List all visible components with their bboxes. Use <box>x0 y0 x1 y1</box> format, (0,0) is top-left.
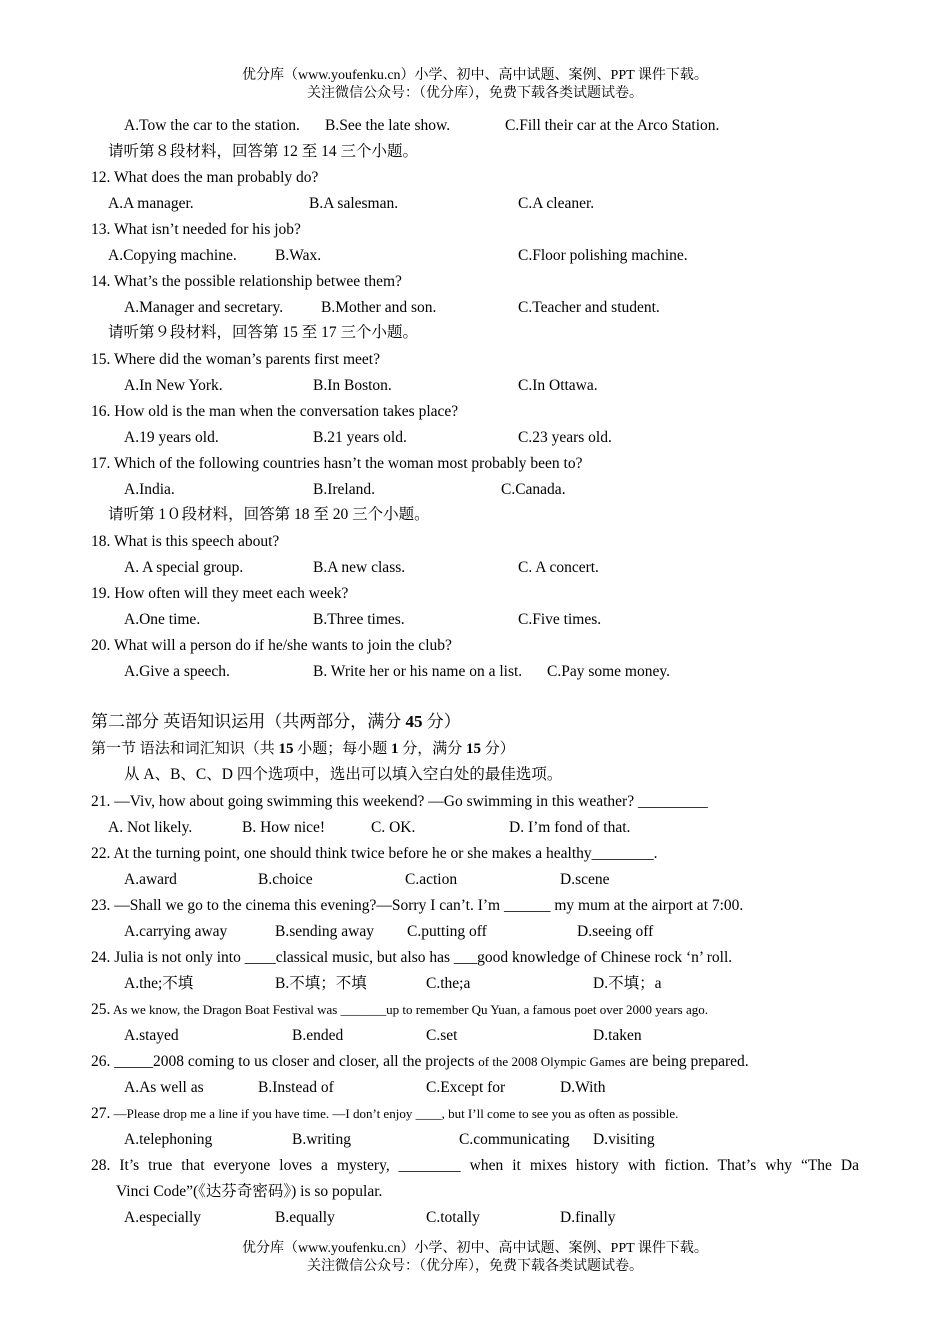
q20-option-c: C.Pay some money. <box>547 663 670 680</box>
q13-option-b: B.Wax. <box>275 247 322 264</box>
q23-option-c: C.putting off <box>407 923 487 940</box>
q11-option-a: A.Tow the car to the station. <box>124 117 300 134</box>
q12-stem: 12. What does the man probably do? <box>91 169 319 186</box>
q24-option-b: B.不填；不填 <box>275 975 367 992</box>
q25-option-b: B.ended <box>292 1027 344 1044</box>
q27-option-d: D.visiting <box>593 1131 655 1148</box>
q21-stem: 21. —Viv, how about going swimming this weekend? —Go swimming in this weather? _________ <box>91 793 708 810</box>
q22-stem: 22. At the turning point, one should think twice before he or she makes a healthy________. <box>91 845 658 862</box>
q15-option-a: A.In New York. <box>124 377 223 394</box>
footer-line-1: 优分库（www.youfenku.cn）小学、初中、高中试题、案例、PPT 课件下载。 <box>242 1241 708 1256</box>
q16-option-a: A.19 years old. <box>124 429 219 446</box>
q17-option-c: C.Canada. <box>501 481 566 498</box>
q26-option-a: A.As well as <box>124 1079 204 1096</box>
q13-option-a: A.Copying machine. <box>108 247 237 264</box>
q11-option-c: C.Fill their car at the Arco Station. <box>505 117 720 134</box>
q21-option-c: C. OK. <box>371 819 416 836</box>
q19-option-a: A.One time. <box>124 611 201 628</box>
q21-option-d: D. I’m fond of that. <box>509 819 631 836</box>
q12-option-c: C.A cleaner. <box>518 195 595 212</box>
q17-option-b: B.Ireland. <box>313 481 375 498</box>
q14-stem: 14. What’s the possible relationship betwee them? <box>91 273 402 290</box>
instruction-passage-9: 请听第９段材料，回答第 15 至 17 三个小题。 <box>108 324 419 341</box>
q23-option-b: B.sending away <box>275 923 375 940</box>
q16-option-c: C.23 years old. <box>518 429 612 446</box>
q18-option-a: A. A special group. <box>124 559 244 576</box>
q23-option-d: D.seeing off <box>577 923 654 940</box>
footer-line-2: 关注微信公众号：（优分库），免费下载各类试题试卷。 <box>307 1259 643 1274</box>
q15-option-b: B.In Boston. <box>313 377 392 394</box>
q24-option-c: C.the;a <box>426 975 471 992</box>
q12-option-a: A.A manager. <box>108 195 194 212</box>
q15-stem: 15. Where did the woman’s parents first meet? <box>91 351 380 368</box>
q24-option-d: D.不填；a <box>593 975 662 992</box>
q22-option-a: A.award <box>124 871 177 888</box>
q24-option-a: A.the;不填 <box>124 975 194 992</box>
q13-stem: 13. What isn’t needed for his job? <box>91 221 301 238</box>
q28-option-c: C.totally <box>426 1209 480 1226</box>
q26-option-b: B.Instead of <box>258 1079 334 1096</box>
section-one-instruction: 从 A、B、C、D 四个选项中，选出可以填入空白处的最佳选项。 <box>124 766 563 783</box>
q15-option-c: C.In Ottawa. <box>518 377 598 394</box>
q21-option-b: B. How nice! <box>242 819 326 836</box>
q17-stem: 17. Which of the following countries hasn’t the woman most probably been to? <box>91 455 583 472</box>
q27-option-b: B.writing <box>292 1131 351 1148</box>
q16-option-b: B.21 years old. <box>313 429 407 446</box>
q28-option-d: D.finally <box>560 1209 616 1226</box>
q20-option-a: A.Give a speech. <box>124 663 230 680</box>
q19-option-c: C.Five times. <box>518 611 602 628</box>
q21-option-a: A. Not likely. <box>108 819 193 836</box>
part-two-heading: 第二部分 英语知识运用（共两部分，满分 45 分） <box>91 712 461 731</box>
header-line-2: 关注微信公众号：（优分库），免费下载各类试题试卷。 <box>307 86 643 101</box>
q27-stem: 27. —Please drop me a line if you have time. —I don’t enjoy ____, but I’ll come to see you as often as possible. <box>91 1105 679 1122</box>
q14-option-c: C.Teacher and student. <box>518 299 660 316</box>
q26-stem: 26. _____2008 coming to us closer and closer, all the projects of the 2008 Olympic Games are being prepared. <box>91 1053 749 1070</box>
q18-stem: 18. What is this speech about? <box>91 533 280 550</box>
instruction-passage-8: 请听第８段材料，回答第 12 至 14 三个小题。 <box>108 143 419 160</box>
q13-option-c: C.Floor polishing machine. <box>518 247 688 264</box>
q27-option-c: C.communicating <box>459 1131 570 1148</box>
q26-option-c: C.Except for <box>426 1079 506 1096</box>
q25-stem: 25. As we know, the Dragon Boat Festival was _______up to remember Qu Yuan, a famous poet over 2000 years ago. <box>91 1001 709 1018</box>
q28-stem-line-2: Vinci Code”(《达芬奇密码》) is so popular. <box>116 1183 383 1200</box>
q20-option-b: B. Write her or his name on a list. <box>313 663 523 680</box>
q16-stem: 16. How old is the man when the conversation takes place? <box>91 403 459 420</box>
q22-option-d: D.scene <box>560 871 610 888</box>
q25-option-c: C.set <box>426 1027 458 1044</box>
q12-option-b: B.A salesman. <box>309 195 399 212</box>
q28-option-b: B.equally <box>275 1209 335 1226</box>
section-one-heading: 第一节 语法和词汇知识（共 15 小题；每小题 1 分，满分 15 分） <box>91 741 515 757</box>
q20-stem: 20. What will a person do if he/she wants to join the club? <box>91 637 452 654</box>
q19-stem: 19. How often will they meet each week? <box>91 585 349 602</box>
q28-option-a: A.especially <box>124 1209 202 1226</box>
q19-option-b: B.Three times. <box>313 611 405 628</box>
q22-option-b: B.choice <box>258 871 313 888</box>
q11-option-b: B.See the late show. <box>325 117 451 134</box>
q28-stem-line-1: 28. It’s true that everyone loves a mystery, ________ when it mixes history with fiction. That’s why “The Da <box>91 1157 859 1174</box>
q23-stem: 23. —Shall we go to the cinema this evening?—Sorry I can’t. I’m ______ my mum at the airport at 7:00. <box>91 897 744 914</box>
q27-option-a: A.telephoning <box>124 1131 213 1148</box>
q25-option-a: A.stayed <box>124 1027 179 1044</box>
q23-option-a: A.carrying away <box>124 923 228 940</box>
q18-option-c: C. A concert. <box>518 559 599 576</box>
q14-option-a: A.Manager and secretary. <box>124 299 284 316</box>
q22-option-c: C.action <box>405 871 458 888</box>
q18-option-b: B.A new class. <box>313 559 406 576</box>
q24-stem: 24. Julia is not only into ____classical music, but also has ___good knowledge of Chinese rock ‘n’ roll. <box>91 949 733 966</box>
q25-option-d: D.taken <box>593 1027 642 1044</box>
header-line-1: 优分库（www.youfenku.cn）小学、初中、高中试题、案例、PPT 课件下载。 <box>242 68 708 83</box>
instruction-passage-10: 请听第 1０段材料，回答第 18 至 20 三个小题。 <box>108 506 430 523</box>
q26-option-d: D.With <box>560 1079 606 1096</box>
q17-option-a: A.India. <box>124 481 175 498</box>
q14-option-b: B.Mother and son. <box>321 299 437 316</box>
